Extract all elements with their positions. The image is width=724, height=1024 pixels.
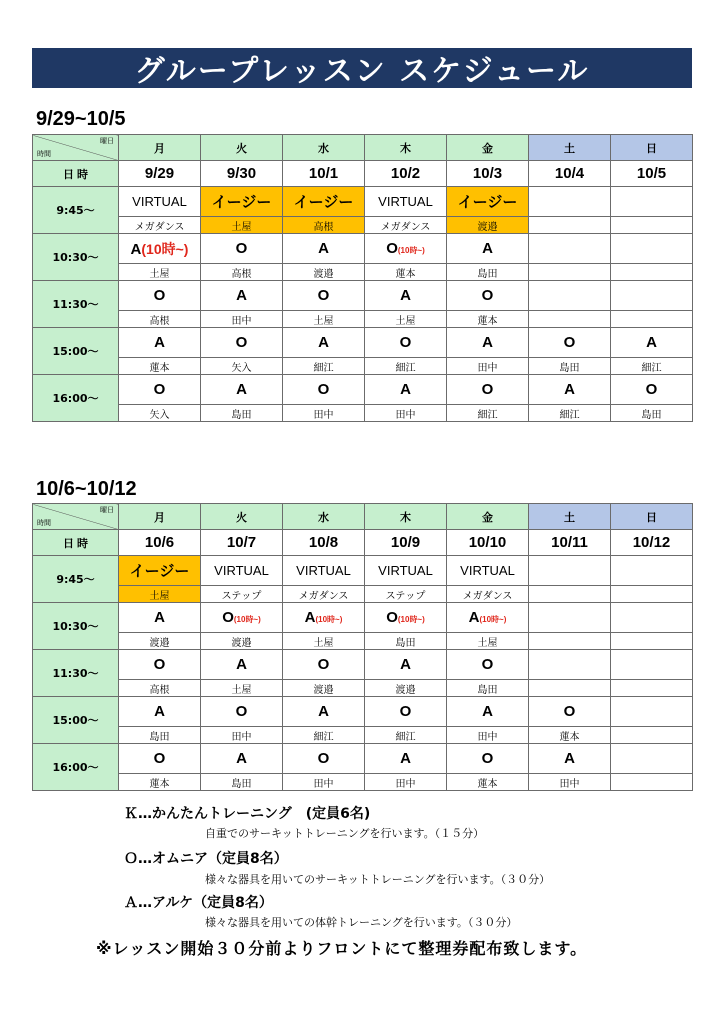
lesson-code: VIRTUAL	[378, 194, 433, 209]
instructor-cell: 島田	[119, 727, 201, 744]
instructor-cell: 細江	[283, 727, 365, 744]
lesson-code: VIRTUAL	[214, 563, 269, 578]
legend-a-description: 様々な器具を用いての体幹トレーニングを行います。（３０分）	[205, 916, 518, 929]
lesson-code: A	[482, 334, 493, 351]
lesson-code: A	[236, 656, 247, 673]
date-cell: 10/6	[119, 530, 201, 556]
time-cell: 15:00～	[33, 328, 119, 375]
date-cell: 10/2	[365, 161, 447, 187]
instructor-cell: 島田	[447, 264, 529, 281]
instructor-cell: メガダンス	[283, 586, 365, 603]
lesson-cell	[611, 556, 693, 586]
instructor-row	[33, 680, 693, 697]
week-label: 10/6~10/12	[36, 478, 137, 500]
lesson-code: A	[400, 750, 411, 767]
instructor-row	[33, 633, 693, 650]
instructor-cell: 矢入	[119, 405, 201, 422]
instructor-cell: 土屋	[119, 586, 201, 603]
slot-row	[33, 556, 693, 586]
lesson-code: A	[468, 609, 480, 626]
day-header: 水	[283, 135, 365, 161]
page-title: グループレッスン スケジュール	[32, 48, 692, 88]
lesson-code: A	[400, 287, 411, 304]
legend-o-title: Ｏ…オムニア（定員8名）	[124, 851, 288, 867]
lesson-cell	[365, 375, 447, 405]
lesson-cell	[611, 187, 693, 217]
lesson-code: O	[399, 334, 412, 351]
date-cell: 10/12	[611, 530, 693, 556]
lesson-cell	[283, 234, 365, 264]
lesson-code: O	[386, 240, 398, 257]
lesson-code: イージー	[211, 194, 272, 211]
lesson-cell	[529, 281, 611, 311]
lesson-cell	[119, 328, 201, 358]
instructor-cell: 高根	[119, 311, 201, 328]
instructor-cell: メガダンス	[447, 586, 529, 603]
lesson-cell	[447, 375, 529, 405]
instructor-cell	[611, 680, 693, 697]
instructor-cell: 蓮本	[119, 358, 201, 375]
lesson-cell	[529, 328, 611, 358]
instructor-cell: 島田	[529, 358, 611, 375]
instructor-cell: 渡邉	[201, 633, 283, 650]
lesson-cell	[365, 744, 447, 774]
day-header: 月	[119, 135, 201, 161]
date-row	[33, 530, 693, 556]
lesson-cell	[365, 603, 447, 633]
schedule-table-week1	[32, 134, 693, 422]
lesson-cell	[447, 328, 529, 358]
slot-row	[33, 650, 693, 680]
instructor-cell: 渡邉	[283, 680, 365, 697]
legend-a-title: Ａ…アルケ（定員8名）	[124, 895, 273, 911]
lesson-cell	[365, 187, 447, 217]
instructor-cell	[611, 264, 693, 281]
lesson-code: A	[236, 750, 247, 767]
lesson-code: O	[481, 750, 494, 767]
date-cell: 10/7	[201, 530, 283, 556]
lesson-code: O	[235, 703, 248, 720]
lesson-cell	[119, 556, 201, 586]
instructor-cell: 渡邉	[283, 264, 365, 281]
lesson-cell	[201, 281, 283, 311]
instructor-cell: 田中	[365, 405, 447, 422]
lesson-code: A	[236, 287, 247, 304]
day-header: 木	[365, 135, 447, 161]
lesson-cell	[529, 603, 611, 633]
date-cell: 10/8	[283, 530, 365, 556]
lesson-cell	[447, 744, 529, 774]
lesson-code: イージー	[457, 194, 518, 211]
header-corner	[33, 504, 119, 530]
lesson-cell	[447, 234, 529, 264]
lesson-cell	[447, 187, 529, 217]
slot-row	[33, 234, 693, 264]
instructor-cell: 田中	[365, 774, 447, 791]
instructor-cell	[611, 311, 693, 328]
time-cell: 9:45～	[33, 187, 119, 234]
lesson-cell	[611, 375, 693, 405]
instructor-cell: 田中	[283, 774, 365, 791]
lesson-code: A	[154, 609, 165, 626]
instructor-cell	[529, 586, 611, 603]
start-time-note: (10時~)	[479, 615, 507, 624]
lesson-code: A	[564, 381, 575, 398]
slot-row	[33, 744, 693, 774]
lesson-code: A	[154, 703, 165, 720]
instructor-cell: 渡邉	[365, 680, 447, 697]
legend-k-description: 自重でのサーキットトレーニングを行います。（１５分）	[205, 827, 485, 840]
instructor-cell: 高根	[119, 680, 201, 697]
lesson-cell	[529, 697, 611, 727]
header-row	[33, 504, 693, 530]
date-cell: 10/1	[283, 161, 365, 187]
lesson-cell	[201, 603, 283, 633]
lesson-code: O	[317, 656, 330, 673]
lesson-code: O	[153, 750, 166, 767]
instructor-cell: ステップ	[365, 586, 447, 603]
start-time-note: (10時~)	[315, 615, 343, 624]
corner-time-label: 時間	[37, 519, 51, 527]
lesson-cell	[201, 328, 283, 358]
day-header: 土	[529, 504, 611, 530]
legend-k-title: Ｋ…かんたんトレーニング (定員6名)	[124, 806, 371, 822]
time-cell: 11:30～	[33, 281, 119, 328]
date-label: 日 時	[33, 161, 119, 187]
header-row	[33, 135, 693, 161]
lesson-cell	[119, 603, 201, 633]
time-cell: 11:30～	[33, 650, 119, 697]
date-cell: 9/29	[119, 161, 201, 187]
instructor-cell: 細江	[529, 405, 611, 422]
instructor-cell: 蓮本	[447, 311, 529, 328]
start-time-note: (10時~)	[397, 615, 425, 624]
instructor-cell: メガダンス	[365, 217, 447, 234]
lesson-code: A	[400, 656, 411, 673]
day-header: 日	[611, 135, 693, 161]
instructor-cell: 細江	[283, 358, 365, 375]
lesson-code: A	[400, 381, 411, 398]
instructor-row	[33, 358, 693, 375]
instructor-cell: 渡邉	[447, 217, 529, 234]
instructor-cell	[529, 217, 611, 234]
instructor-cell: 蓮本	[365, 264, 447, 281]
instructor-row	[33, 217, 693, 234]
instructor-cell: 細江	[447, 405, 529, 422]
lesson-code: O	[235, 240, 248, 257]
day-header: 火	[201, 504, 283, 530]
lesson-cell	[283, 281, 365, 311]
lesson-code: O	[645, 381, 658, 398]
day-header: 火	[201, 135, 283, 161]
instructor-cell: 高根	[283, 217, 365, 234]
lesson-cell	[119, 187, 201, 217]
instructor-cell	[611, 774, 693, 791]
instructor-cell	[611, 727, 693, 744]
date-cell: 10/5	[611, 161, 693, 187]
lesson-cell	[529, 650, 611, 680]
lesson-cell	[447, 650, 529, 680]
lesson-code: VIRTUAL	[296, 563, 351, 578]
lesson-code: O	[563, 334, 576, 351]
lesson-cell	[283, 187, 365, 217]
lesson-code: イージー	[293, 194, 354, 211]
time-cell: 16:00～	[33, 375, 119, 422]
lesson-cell	[611, 234, 693, 264]
day-header: 日	[611, 504, 693, 530]
instructor-cell	[611, 586, 693, 603]
lesson-code: O	[317, 287, 330, 304]
instructor-cell: 矢入	[201, 358, 283, 375]
instructor-cell	[529, 680, 611, 697]
lesson-cell	[529, 187, 611, 217]
lesson-code: O	[386, 609, 398, 626]
lesson-cell	[365, 281, 447, 311]
time-cell: 9:45～	[33, 556, 119, 603]
footer-note: ※レッスン開始３０分前よりフロントにて整理券配布致します。	[96, 939, 588, 958]
time-cell: 10:30～	[33, 234, 119, 281]
lesson-cell	[119, 650, 201, 680]
instructor-cell: 渡邉	[119, 633, 201, 650]
lesson-code: VIRTUAL	[460, 563, 515, 578]
instructor-cell: 島田	[201, 774, 283, 791]
lesson-cell	[611, 328, 693, 358]
lesson-code: A	[482, 703, 493, 720]
lesson-code: O	[317, 750, 330, 767]
lesson-code: O	[222, 609, 234, 626]
lesson-code: O	[153, 656, 166, 673]
slot-row	[33, 281, 693, 311]
instructor-row	[33, 264, 693, 281]
instructor-cell: 高根	[201, 264, 283, 281]
lesson-code: O	[153, 287, 166, 304]
lesson-code: A	[646, 334, 657, 351]
lesson-cell	[611, 281, 693, 311]
instructor-cell: 田中	[283, 405, 365, 422]
lesson-cell	[201, 187, 283, 217]
instructor-cell: ステップ	[201, 586, 283, 603]
day-header: 金	[447, 504, 529, 530]
instructor-cell: 細江	[365, 727, 447, 744]
lesson-code: イージー	[129, 563, 190, 580]
lesson-code: A	[318, 334, 329, 351]
date-cell: 10/10	[447, 530, 529, 556]
instructor-cell	[611, 217, 693, 234]
lesson-cell	[283, 650, 365, 680]
corner-weekday-label: 曜日	[100, 506, 114, 514]
instructor-cell	[529, 633, 611, 650]
corner-weekday-label: 曜日	[100, 137, 114, 145]
instructor-cell: 土屋	[119, 264, 201, 281]
lesson-cell	[283, 744, 365, 774]
lesson-cell	[201, 697, 283, 727]
lesson-code: A	[154, 334, 165, 351]
lesson-cell	[283, 375, 365, 405]
lesson-code: VIRTUAL	[132, 194, 187, 209]
slot-row	[33, 375, 693, 405]
schedule-table-week2	[32, 503, 693, 791]
lesson-cell	[365, 650, 447, 680]
instructor-cell: 蓮本	[447, 774, 529, 791]
day-header: 金	[447, 135, 529, 161]
lesson-code: O	[481, 381, 494, 398]
lesson-code: O	[153, 381, 166, 398]
lesson-cell	[529, 375, 611, 405]
slot-row	[33, 328, 693, 358]
date-cell: 10/11	[529, 530, 611, 556]
lesson-code: VIRTUAL	[378, 563, 433, 578]
lesson-cell	[119, 234, 201, 264]
lesson-cell	[201, 650, 283, 680]
slot-row	[33, 603, 693, 633]
instructor-row	[33, 311, 693, 328]
date-label: 日 時	[33, 530, 119, 556]
header-corner	[33, 135, 119, 161]
instructor-cell: 土屋	[201, 217, 283, 234]
lesson-cell	[283, 697, 365, 727]
instructor-cell: 島田	[611, 405, 693, 422]
lesson-cell	[201, 556, 283, 586]
slot-row	[33, 187, 693, 217]
lesson-cell	[365, 234, 447, 264]
lesson-cell	[119, 375, 201, 405]
day-header: 木	[365, 504, 447, 530]
start-time-note: (10時~)	[141, 240, 189, 257]
date-cell: 10/9	[365, 530, 447, 556]
instructor-cell: メガダンス	[119, 217, 201, 234]
lesson-code: A	[130, 240, 142, 258]
instructor-cell: 細江	[365, 358, 447, 375]
instructor-cell: 田中	[529, 774, 611, 791]
instructor-cell: 細江	[611, 358, 693, 375]
instructor-cell: 田中	[447, 727, 529, 744]
instructor-cell: 田中	[201, 311, 283, 328]
lesson-cell	[365, 556, 447, 586]
lesson-code: A	[304, 609, 316, 626]
instructor-cell: 土屋	[365, 311, 447, 328]
instructor-row	[33, 727, 693, 744]
instructor-cell: 島田	[365, 633, 447, 650]
instructor-cell: 蓮本	[119, 774, 201, 791]
time-cell: 16:00～	[33, 744, 119, 791]
lesson-cell	[365, 697, 447, 727]
lesson-cell	[119, 744, 201, 774]
date-cell: 10/4	[529, 161, 611, 187]
day-header: 土	[529, 135, 611, 161]
lesson-code: O	[235, 334, 248, 351]
lesson-code: O	[317, 381, 330, 398]
lesson-cell	[447, 281, 529, 311]
date-cell: 10/3	[447, 161, 529, 187]
lesson-cell	[283, 603, 365, 633]
lesson-cell	[119, 697, 201, 727]
instructor-cell: 土屋	[283, 633, 365, 650]
lesson-code: O	[481, 287, 494, 304]
lesson-cell	[611, 603, 693, 633]
lesson-cell	[119, 281, 201, 311]
day-header: 月	[119, 504, 201, 530]
lesson-code: A	[318, 240, 329, 257]
lesson-cell	[447, 556, 529, 586]
lesson-cell	[447, 603, 529, 633]
instructor-cell: 土屋	[447, 633, 529, 650]
lesson-cell	[611, 650, 693, 680]
lesson-cell	[283, 328, 365, 358]
lesson-cell	[529, 556, 611, 586]
instructor-row	[33, 405, 693, 422]
legend-o-description: 様々な器具を用いてのサーキットトレーニングを行います。（３０分）	[205, 873, 551, 886]
time-cell: 10:30～	[33, 603, 119, 650]
instructor-cell: 島田	[201, 405, 283, 422]
lesson-code: O	[563, 703, 576, 720]
instructor-cell: 島田	[447, 680, 529, 697]
lesson-cell	[201, 375, 283, 405]
week-label: 9/29~10/5	[36, 108, 126, 130]
lesson-cell	[529, 744, 611, 774]
slot-row	[33, 697, 693, 727]
instructor-cell: 田中	[447, 358, 529, 375]
start-time-note: (10時~)	[233, 615, 261, 624]
instructor-cell	[529, 264, 611, 281]
lesson-cell	[447, 697, 529, 727]
corner-time-label: 時間	[37, 150, 51, 158]
lesson-code: O	[399, 703, 412, 720]
lesson-code: A	[564, 750, 575, 767]
instructor-cell: 土屋	[283, 311, 365, 328]
instructor-cell	[611, 633, 693, 650]
lesson-code: A	[236, 381, 247, 398]
lesson-cell	[201, 744, 283, 774]
lesson-cell	[365, 328, 447, 358]
lesson-code: A	[482, 240, 493, 257]
instructor-cell: 蓮本	[529, 727, 611, 744]
instructor-cell: 土屋	[201, 680, 283, 697]
instructor-cell	[529, 311, 611, 328]
lesson-cell	[283, 556, 365, 586]
instructor-cell: 田中	[201, 727, 283, 744]
day-header: 水	[283, 504, 365, 530]
time-cell: 15:00～	[33, 697, 119, 744]
start-time-note: (10時~)	[397, 246, 425, 255]
instructor-row	[33, 586, 693, 603]
lesson-cell	[611, 744, 693, 774]
lesson-cell	[529, 234, 611, 264]
lesson-code: A	[318, 703, 329, 720]
date-row	[33, 161, 693, 187]
instructor-row	[33, 774, 693, 791]
date-cell: 9/30	[201, 161, 283, 187]
lesson-cell	[201, 234, 283, 264]
lesson-code: O	[481, 656, 494, 673]
lesson-cell	[611, 697, 693, 727]
